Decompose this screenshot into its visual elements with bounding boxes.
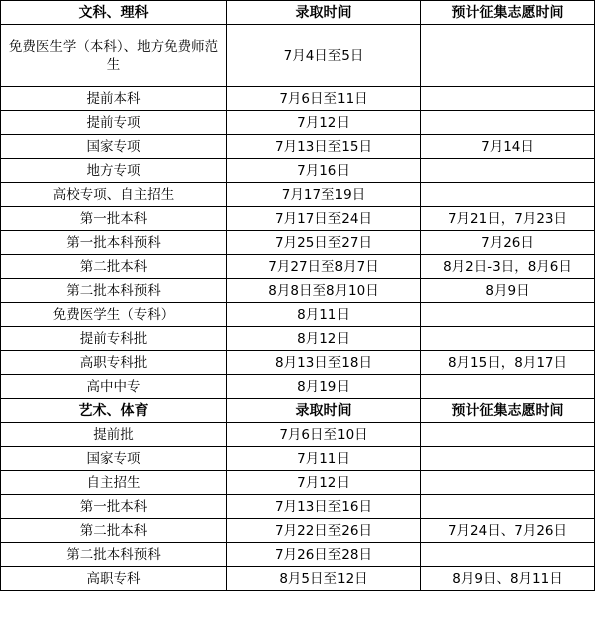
supplementary-time [421,543,595,567]
table-row [1,375,595,399]
supplementary-time [421,87,595,111]
supplementary-time [421,303,595,327]
supplementary-time [421,327,595,351]
admission-time: 8月5日至12日 [227,567,421,591]
batch-name: 提前本科 [1,87,227,111]
supplementary-time [421,159,595,183]
batch-name: 第二批本科 [1,255,227,279]
supplementary-time [421,183,595,207]
batch-name: 地方专项 [1,159,227,183]
batch-name: 第一批本科预科 [1,231,227,255]
header-supplementary-time: 预计征集志愿时间 [421,1,595,25]
admission-time: 7月6日至10日 [227,423,421,447]
admission-time: 8月11日 [227,303,421,327]
supplementary-time: 8月2日-3日，8月6日 [421,255,595,279]
table-row [1,207,595,231]
supplementary-time: 7月21日，7月23日 [421,207,595,231]
admission-time: 7月11日 [227,447,421,471]
table-row [1,447,595,471]
admission-time: 8月13日至18日 [227,351,421,375]
batch-name: 提前专项 [1,111,227,135]
table-row [1,471,595,495]
batch-name: 自主招生 [1,471,227,495]
supplementary-time [421,471,595,495]
admission-time: 7月12日 [227,471,421,495]
table-row [1,255,595,279]
supplementary-time: 7月26日 [421,231,595,255]
header-category: 艺术、体育 [1,399,227,423]
supplementary-time: 7月14日 [421,135,595,159]
batch-name: 第二批本科预科 [1,543,227,567]
batch-name: 第二批本科预科 [1,279,227,303]
header-admission-time: 录取时间 [227,399,421,423]
supplementary-time [421,495,595,519]
admission-time: 7月17日至24日 [227,207,421,231]
supplementary-time [421,375,595,399]
admission-time: 7月13日至16日 [227,495,421,519]
admission-time: 7月4日至5日 [227,25,421,87]
supplementary-time: 8月9日、8月11日 [421,567,595,591]
section-header-row [1,1,595,25]
table-row [1,543,595,567]
table-row [1,159,595,183]
header-category: 文科、理科 [1,1,227,25]
admission-time: 7月16日 [227,159,421,183]
table-row [1,303,595,327]
batch-name: 免费医学生（专科） [1,303,227,327]
supplementary-time: 7月24日、7月26日 [421,519,595,543]
admission-time: 8月12日 [227,327,421,351]
batch-name: 国家专项 [1,135,227,159]
batch-name: 高职专科 [1,567,227,591]
supplementary-time: 8月9日 [421,279,595,303]
table-row [1,351,595,375]
batch-name: 高校专项、自主招生 [1,183,227,207]
table-row [1,87,595,111]
header-admission-time: 录取时间 [227,1,421,25]
admission-time: 7月26日至28日 [227,543,421,567]
batch-name: 第二批本科 [1,519,227,543]
admission-time: 7月17至19日 [227,183,421,207]
admission-time: 7月6日至11日 [227,87,421,111]
table-row [1,279,595,303]
supplementary-time [421,25,595,87]
table-row [1,231,595,255]
section-header-row [1,399,595,423]
supplementary-time [421,423,595,447]
admission-time: 7月12日 [227,111,421,135]
admission-time: 8月19日 [227,375,421,399]
supplementary-time [421,447,595,471]
table-row [1,423,595,447]
admission-time: 7月13日至15日 [227,135,421,159]
table-body [1,1,595,591]
supplementary-time [421,111,595,135]
batch-name: 高中中专 [1,375,227,399]
table-row [1,327,595,351]
batch-name: 第一批本科 [1,207,227,231]
batch-name: 提前批 [1,423,227,447]
batch-name: 国家专项 [1,447,227,471]
admission-time: 8月8日至8月10日 [227,279,421,303]
table-row [1,567,595,591]
batch-name: 免费医生学（本科）、地方免费师范生 [1,25,227,87]
table-row [1,111,595,135]
batch-name: 第一批本科 [1,495,227,519]
admission-time: 7月22日至26日 [227,519,421,543]
table-row [1,183,595,207]
batch-name: 高职专科批 [1,351,227,375]
table-row [1,25,595,87]
table-row [1,519,595,543]
table-row [1,495,595,519]
table-row [1,135,595,159]
header-supplementary-time: 预计征集志愿时间 [421,399,595,423]
supplementary-time: 8月15日，8月17日 [421,351,595,375]
batch-name: 提前专科批 [1,327,227,351]
admission-time: 7月25日至27日 [227,231,421,255]
admission-time: 7月27日至8月7日 [227,255,421,279]
